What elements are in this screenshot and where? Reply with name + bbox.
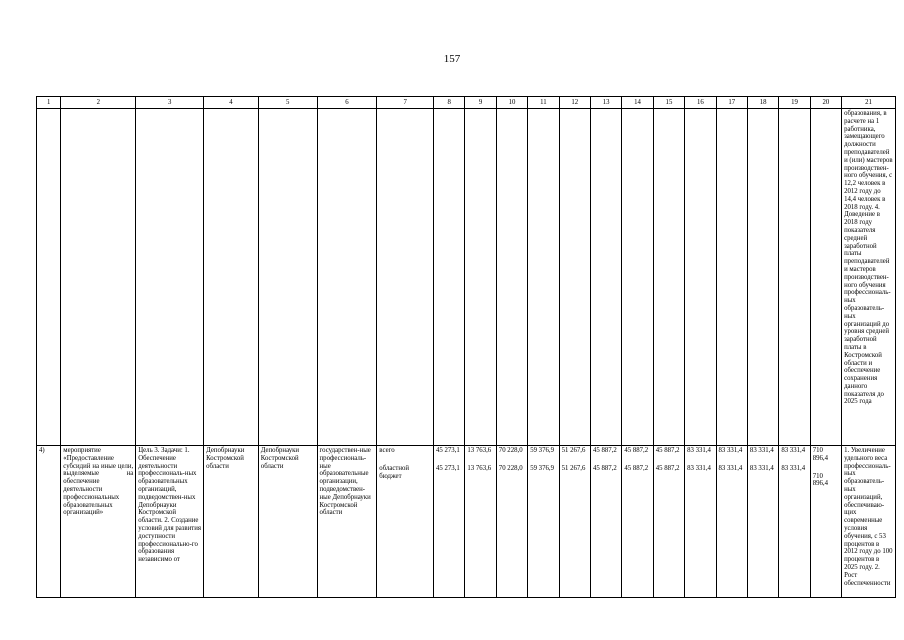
measure-sources xyxy=(377,446,434,598)
value-regional: 710 896,4 xyxy=(812,472,828,488)
header-col-13: 13 xyxy=(590,97,621,109)
header-col-15: 15 xyxy=(653,97,684,109)
cont-cell-10 xyxy=(496,109,527,446)
measure-customer: Депобрнауки Костромской области xyxy=(258,446,317,598)
header-col-20: 20 xyxy=(810,97,841,109)
measure-name: мероприятие «Предоставление субсидий на иные цели, выделяемые на обеспечение деятельности профессиональных образовательных организаций» xyxy=(61,446,136,598)
header-col-21: 21 xyxy=(842,97,896,109)
cont-cell-8 xyxy=(434,109,465,446)
value-regional: 45 887,2 xyxy=(624,464,649,472)
cont-cell-7 xyxy=(377,109,434,446)
value-total: 45 273,1 xyxy=(436,447,460,454)
measure-goal: Цель 3. Задачи: 1. Обеспечение деятельности профессиональ-ных образовательных организаций, подведомствен-ных Депобрнауки Костромской области. 2. Создание условий для развития доступности профессионально-го образования независимо от xyxy=(136,446,204,598)
value-total: 45 887,2 xyxy=(592,447,617,454)
value-regional: 45 887,2 xyxy=(592,464,617,472)
cont-cell-16 xyxy=(685,109,716,446)
value-regional: 45 273,1 xyxy=(436,464,460,472)
cont-cell-1 xyxy=(37,109,61,446)
value-total: 51 267,6 xyxy=(561,447,586,454)
page-number: 157 xyxy=(443,53,461,65)
value-regional: 51 267,6 xyxy=(561,464,586,472)
value-cell-col-12 xyxy=(559,446,590,598)
value-regional: 70 228,0 xyxy=(498,464,523,472)
value-regional: 45 887,2 xyxy=(655,464,680,472)
value-total: 45 887,2 xyxy=(655,447,680,454)
header-col-11: 11 xyxy=(528,97,559,109)
value-regional: 83 331,4 xyxy=(781,464,806,472)
value-cell-col-18 xyxy=(747,446,778,598)
value-cell-col-14 xyxy=(622,446,653,598)
source-total: всего xyxy=(379,447,395,454)
value-cell-col-19 xyxy=(779,446,810,598)
cont-cell-18 xyxy=(747,109,778,446)
header-col-14: 14 xyxy=(622,97,653,109)
header-col-16: 16 xyxy=(685,97,716,109)
header-col-10: 10 xyxy=(496,97,527,109)
measure-responsible: Депобрнауки Костромской области xyxy=(204,446,259,598)
cont-cell-6 xyxy=(317,109,377,446)
cont-cell-11 xyxy=(528,109,559,446)
header-col-9: 9 xyxy=(465,97,496,109)
value-regional: 83 331,4 xyxy=(718,464,743,472)
value-total: 83 331,4 xyxy=(718,447,743,454)
header-col-17: 17 xyxy=(716,97,747,109)
program-table xyxy=(36,96,896,598)
cont-cell-20 xyxy=(810,109,841,446)
cont-cell-15 xyxy=(653,109,684,446)
cont-cell-13 xyxy=(590,109,621,446)
header-col-19: 19 xyxy=(779,97,810,109)
cont-cell-5 xyxy=(258,109,317,446)
value-cell-col-20 xyxy=(810,446,841,598)
value-regional: 83 331,4 xyxy=(687,464,711,472)
cont-cell-2 xyxy=(61,109,136,446)
value-total: 710 896,4 xyxy=(812,447,828,462)
value-total: 45 887,2 xyxy=(624,447,649,454)
measure-recipients: государствен-ные профессиональ-ные образовательные организации, подведомствен-ные Депобрнауки Костромской области xyxy=(317,446,377,598)
header-col-7: 7 xyxy=(377,97,434,109)
header-row xyxy=(37,97,896,109)
value-total: 13 763,6 xyxy=(467,447,492,454)
cont-cell-17 xyxy=(716,109,747,446)
value-regional: 59 376,9 xyxy=(530,464,554,472)
value-regional: 13 763,6 xyxy=(467,464,492,472)
cont-cell-14 xyxy=(622,109,653,446)
continuation-row xyxy=(37,109,896,446)
value-total: 59 376,9 xyxy=(530,447,554,454)
value-cell-col-15 xyxy=(653,446,684,598)
value-total: 70 228,0 xyxy=(498,447,523,454)
value-regional: 83 331,4 xyxy=(749,464,774,472)
value-cell-col-16 xyxy=(685,446,716,598)
source-regional: областной бюджет xyxy=(379,464,410,480)
value-cell-col-13 xyxy=(590,446,621,598)
value-total: 83 331,4 xyxy=(781,447,806,454)
cont-cell-3 xyxy=(136,109,204,446)
measure-number: 4) xyxy=(37,446,61,598)
cont-indicators-text: образования, в расчете на 1 работника, замещающего должности преподавателей и (или) мастеров производствен-ного обучения, с 12,2 человек в 2012 году до 14,4 человек в 2018 году. 4. Доведение в 2018 году показателя средней заработной платы преподавателей и мастеров производствен-ного обучения профессиональ-ных образователь-ных организаций до уровня средней заработной платы в Костромской области и обеспечение сохранения данного показателя до 2025 года xyxy=(842,109,896,446)
cont-cell-4 xyxy=(204,109,259,446)
cont-cell-12 xyxy=(559,109,590,446)
value-total: 83 331,4 xyxy=(687,447,711,454)
header-col-1: 1 xyxy=(37,97,61,109)
value-cell-col-8 xyxy=(434,446,465,598)
header-col-5: 5 xyxy=(258,97,317,109)
value-total: 83 331,4 xyxy=(749,447,774,454)
header-col-12: 12 xyxy=(559,97,590,109)
header-col-4: 4 xyxy=(204,97,259,109)
header-col-8: 8 xyxy=(434,97,465,109)
cont-cell-19 xyxy=(779,109,810,446)
value-cell-col-10 xyxy=(496,446,527,598)
value-cell-col-17 xyxy=(716,446,747,598)
header-col-3: 3 xyxy=(136,97,204,109)
value-cell-col-9 xyxy=(465,446,496,598)
measure-indicators-text: 1. Увеличение удельного веса профессиональ-ных образователь-ных организаций, обеспечиваю-щих современные условия обучения, с 53 процентов в 2012 году до 100 процентов в 2025 году. 2. Рост обеспеченности xyxy=(842,446,896,598)
header-col-6: 6 xyxy=(317,97,377,109)
cont-cell-9 xyxy=(465,109,496,446)
measure-row xyxy=(37,446,896,598)
header-col-18: 18 xyxy=(747,97,778,109)
header-col-2: 2 xyxy=(61,97,136,109)
value-cell-col-11 xyxy=(528,446,559,598)
